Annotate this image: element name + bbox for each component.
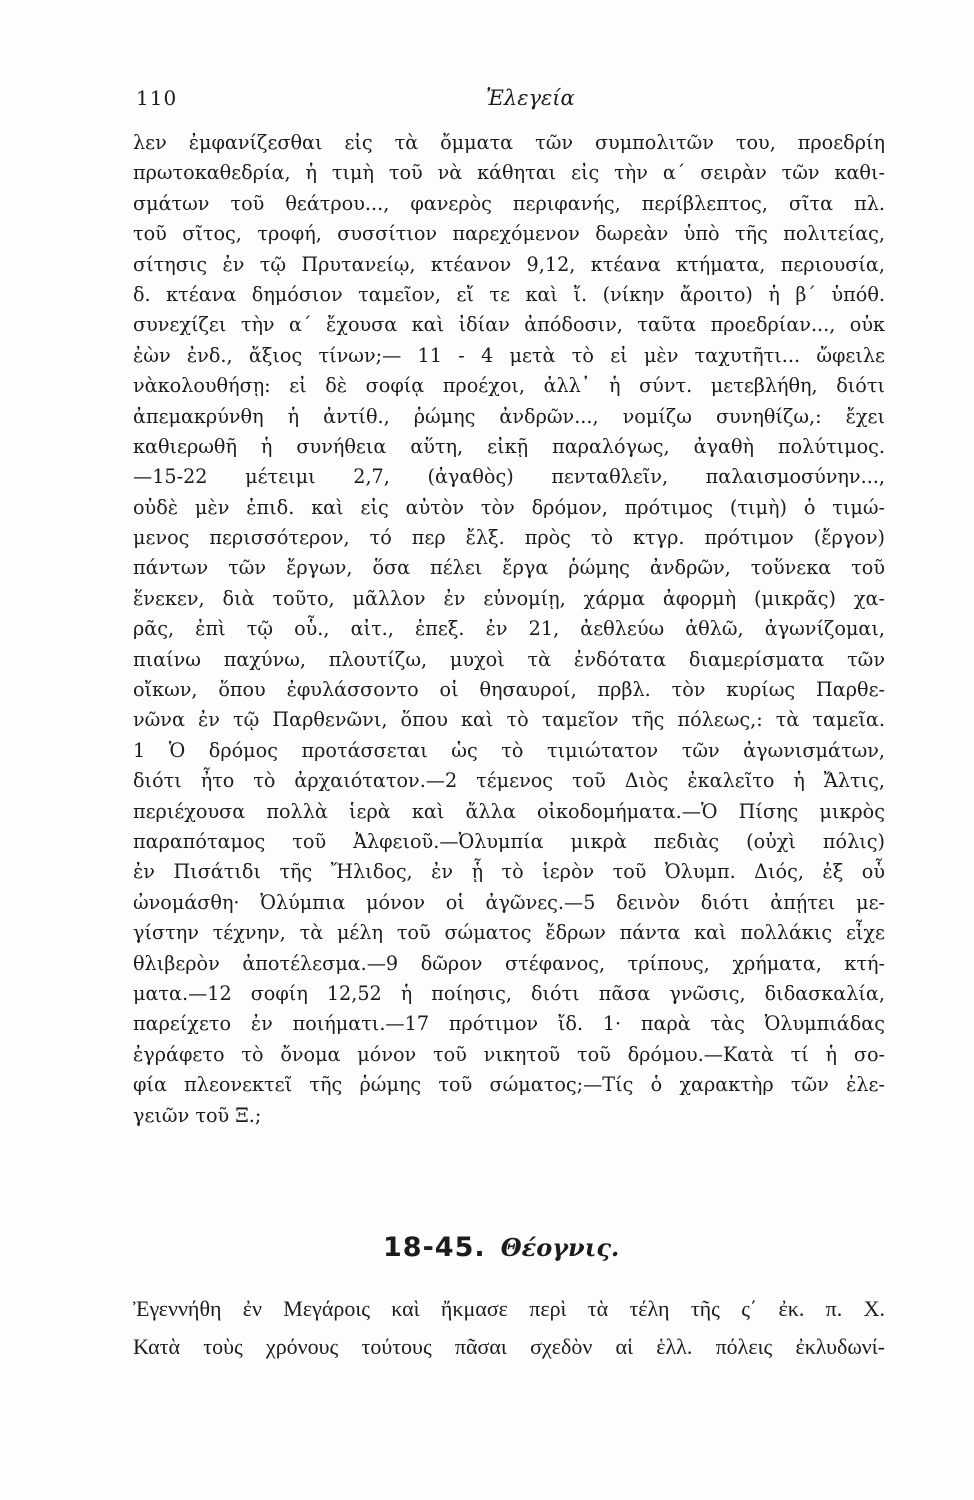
running-title: Ἐλεγεία [486, 86, 575, 110]
note-line: συνεχίζει τὴν α΄ ἔχουσα καὶ ἰδίαν ἀπόδοσιν, ταῦτα προεδρίαν..., οὐκ [133, 313, 885, 337]
note-line: πάντων τῶν ἔργων, ὅσα πέλει ἔργα ῥώμης ἀνδρῶν, τοὕνεκα τοῦ [133, 556, 885, 580]
section-name: Θέογνις. [500, 1233, 620, 1262]
note-line: γίστην τέχνην, τὰ μέλη τοῦ σώματος ἔδρων πάντα καὶ πολλάκις εἶχε [133, 921, 885, 945]
note-line: νὰκολουθήσῃ: εἰ δὲ σοφίᾳ προέχοι, ἀλλ᾽ ἡ σύντ. μετεβλήθη, διότι [133, 374, 885, 398]
note-line: οἴκων, ὅπου ἐφυλάσσοντο οἱ θησαυροί, πρβλ. τὸν κυρίως Παρθε- [133, 678, 885, 702]
note-line: παρείχετο ἐν ποιήματι.—17 πρότιμον ἴδ. 1· παρὰ τὰς Ὀλυμπιάδας [133, 1012, 885, 1036]
note-line: ἐὼν ἐνδ., ἄξιος τίνων;— 11 - 4 μετὰ τὸ εἰ μὲν ταχυτῆτι... ὤφειλε [133, 343, 885, 367]
section-intro-text [133, 1290, 885, 1366]
note-line: σμάτων τοῦ θεάτρου..., φανερὸς περιφανής, περίβλεπτος, σῖτα πλ. [133, 191, 885, 215]
page-number: 110 [136, 86, 178, 110]
note-line: περιέχουσα πολλὰ ἱερὰ καὶ ἄλλα οἰκοδομήματα.—Ὁ Πίσης μικρὸς [133, 799, 885, 823]
note-line: ἐγράφετο τὸ ὄνομα μόνον τοῦ νικητοῦ τοῦ δρόμου.—Κατὰ τί ἡ σο- [133, 1042, 885, 1066]
note-line: ἕνεκεν, διὰ τοῦτο, μᾶλλον ἐν εὐνομίῃ, χάρμα ἀφορμὴ (μικρᾶς) χα- [133, 586, 885, 610]
note-line: γειῶν τοῦ Ξ.; [133, 1103, 262, 1127]
note-line: διότι ἦτο τὸ ἀρχαιότατον.—2 τέμενος τοῦ Διὸς ἐκαλεῖτο ἡ Ἄλτις, [133, 769, 885, 793]
note-line: θλιβερὸν ἀποτέλεσμα.—9 δῶρον στέφανος, τρίπους, χρήματα, κτή- [133, 951, 885, 975]
intro-line: Κατὰ τοὺς χρόνους τούτους πᾶσαι σχεδὸν αἱ ἑλλ. πόλεις ἐκλυδωνί- [133, 1334, 885, 1359]
note-line: λεν ἐμφανίζεσθαι εἰς τὰ ὄμματα τῶν συμπολιτῶν του, προεδρίη [133, 131, 885, 154]
note-line: 1 Ὁ δρόμος προτάσσεται ὡς τὸ τιμιώτατον τῶν ἀγωνισμάτων, [133, 738, 885, 762]
commentary-notes [133, 128, 885, 1131]
section-heading [383, 1232, 619, 1263]
note-line: ἐν Πισάτιδι τῆς Ἤλιδος, ἐν ᾗ τὸ ἱερὸν τοῦ Ὀλυμπ. Διός, ἐξ οὗ [133, 860, 885, 884]
note-line: τοῦ σῖτος, τροφή, συσσίτιον παρεχόμενον δωρεὰν ὑπὸ τῆς πολιτείας, [133, 222, 885, 246]
note-line: ὠνομάσθη· Ὀλύμπια μόνον οἱ ἀγῶνες.—5 δεινὸν διότι ἀπῄτει με- [133, 890, 885, 914]
note-line: σίτησις ἐν τῷ Πρυτανείῳ, κτέανον 9,12, κτέανα κτήματα, περιουσία, [133, 252, 885, 276]
note-line: ρᾶς, ἐπὶ τῷ οὗ., αἰτ., ἐπεξ. ἐν 21, ἀεθλεύω ἀθλῶ, ἀγωνίζομαι, [133, 617, 885, 641]
note-line: καθιερωθῆ ἡ συνήθεια αὕτη, εἰκῇ παραλόγως, ἀγαθὴ πολύτιμος. [133, 434, 885, 458]
note-line: οὐδὲ μὲν ἐπιδ. καὶ εἰς αὐτὸν τὸν δρόμον, πρότιμος (τιμὴ) ὁ τιμώ- [133, 495, 885, 519]
note-line: πιαίνω παχύνω, πλουτίζω, μυχοὶ τὰ ἐνδότατα διαμερίσματα τῶν [133, 647, 885, 671]
intro-line: Ἐγεννήθη ἐν Μεγάροις καὶ ἤκμασε περὶ τὰ τέλη τῆς ς΄ ἐκ. π. Χ. [133, 1296, 885, 1321]
note-line: παραπόταμος τοῦ Ἀλφειοῦ.—Ὀλυμπία μικρὰ πεδιὰς (οὐχὶ πόλις) [133, 829, 885, 853]
note-line: δ. κτέανα δημόσιον ταμεῖον, εἴ τε καὶ ἴ. (νίκην ἄροιτο) ἡ β΄ ὑπόθ. [133, 282, 885, 306]
section-number: 18-45. [383, 1232, 486, 1263]
note-line: φία πλεονεκτεῖ τῆς ῥώμης τοῦ σώματος;—Τίς ὁ χαρακτὴρ τῶν ἐλε- [133, 1073, 885, 1097]
note-line: ἀπεμακρύνθη ἡ ἀντίθ., ῥώμης ἀνδρῶν..., νομίζω συνηθίζω,: ἔχει [133, 404, 885, 428]
note-line: ματα.—12 σοφίη 12,52 ἡ ποίησις, διότι πᾶσα γνῶσις, διδασκαλία, [133, 981, 885, 1005]
note-line: πρωτοκαθεδρία, ἡ τιμὴ τοῦ νὰ κάθηται εἰς τὴν α΄ σειρὰν τῶν καθι- [133, 161, 885, 185]
note-line: —15-22 μέτειμι 2,7, (ἀγαθὸς) πενταθλεῖν, παλαισμοσύνην..., [133, 465, 885, 489]
note-line: μενος περισσότερον, τό περ ἔλξ. πρὸς τὸ κτγρ. πρότιμον (ἔργον) [133, 526, 885, 550]
note-line: νῶνα ἐν τῷ Παρθενῶνι, ὅπου καὶ τὸ ταμεῖον τῆς πόλεως,: τὰ ταμεῖα. [133, 708, 885, 732]
